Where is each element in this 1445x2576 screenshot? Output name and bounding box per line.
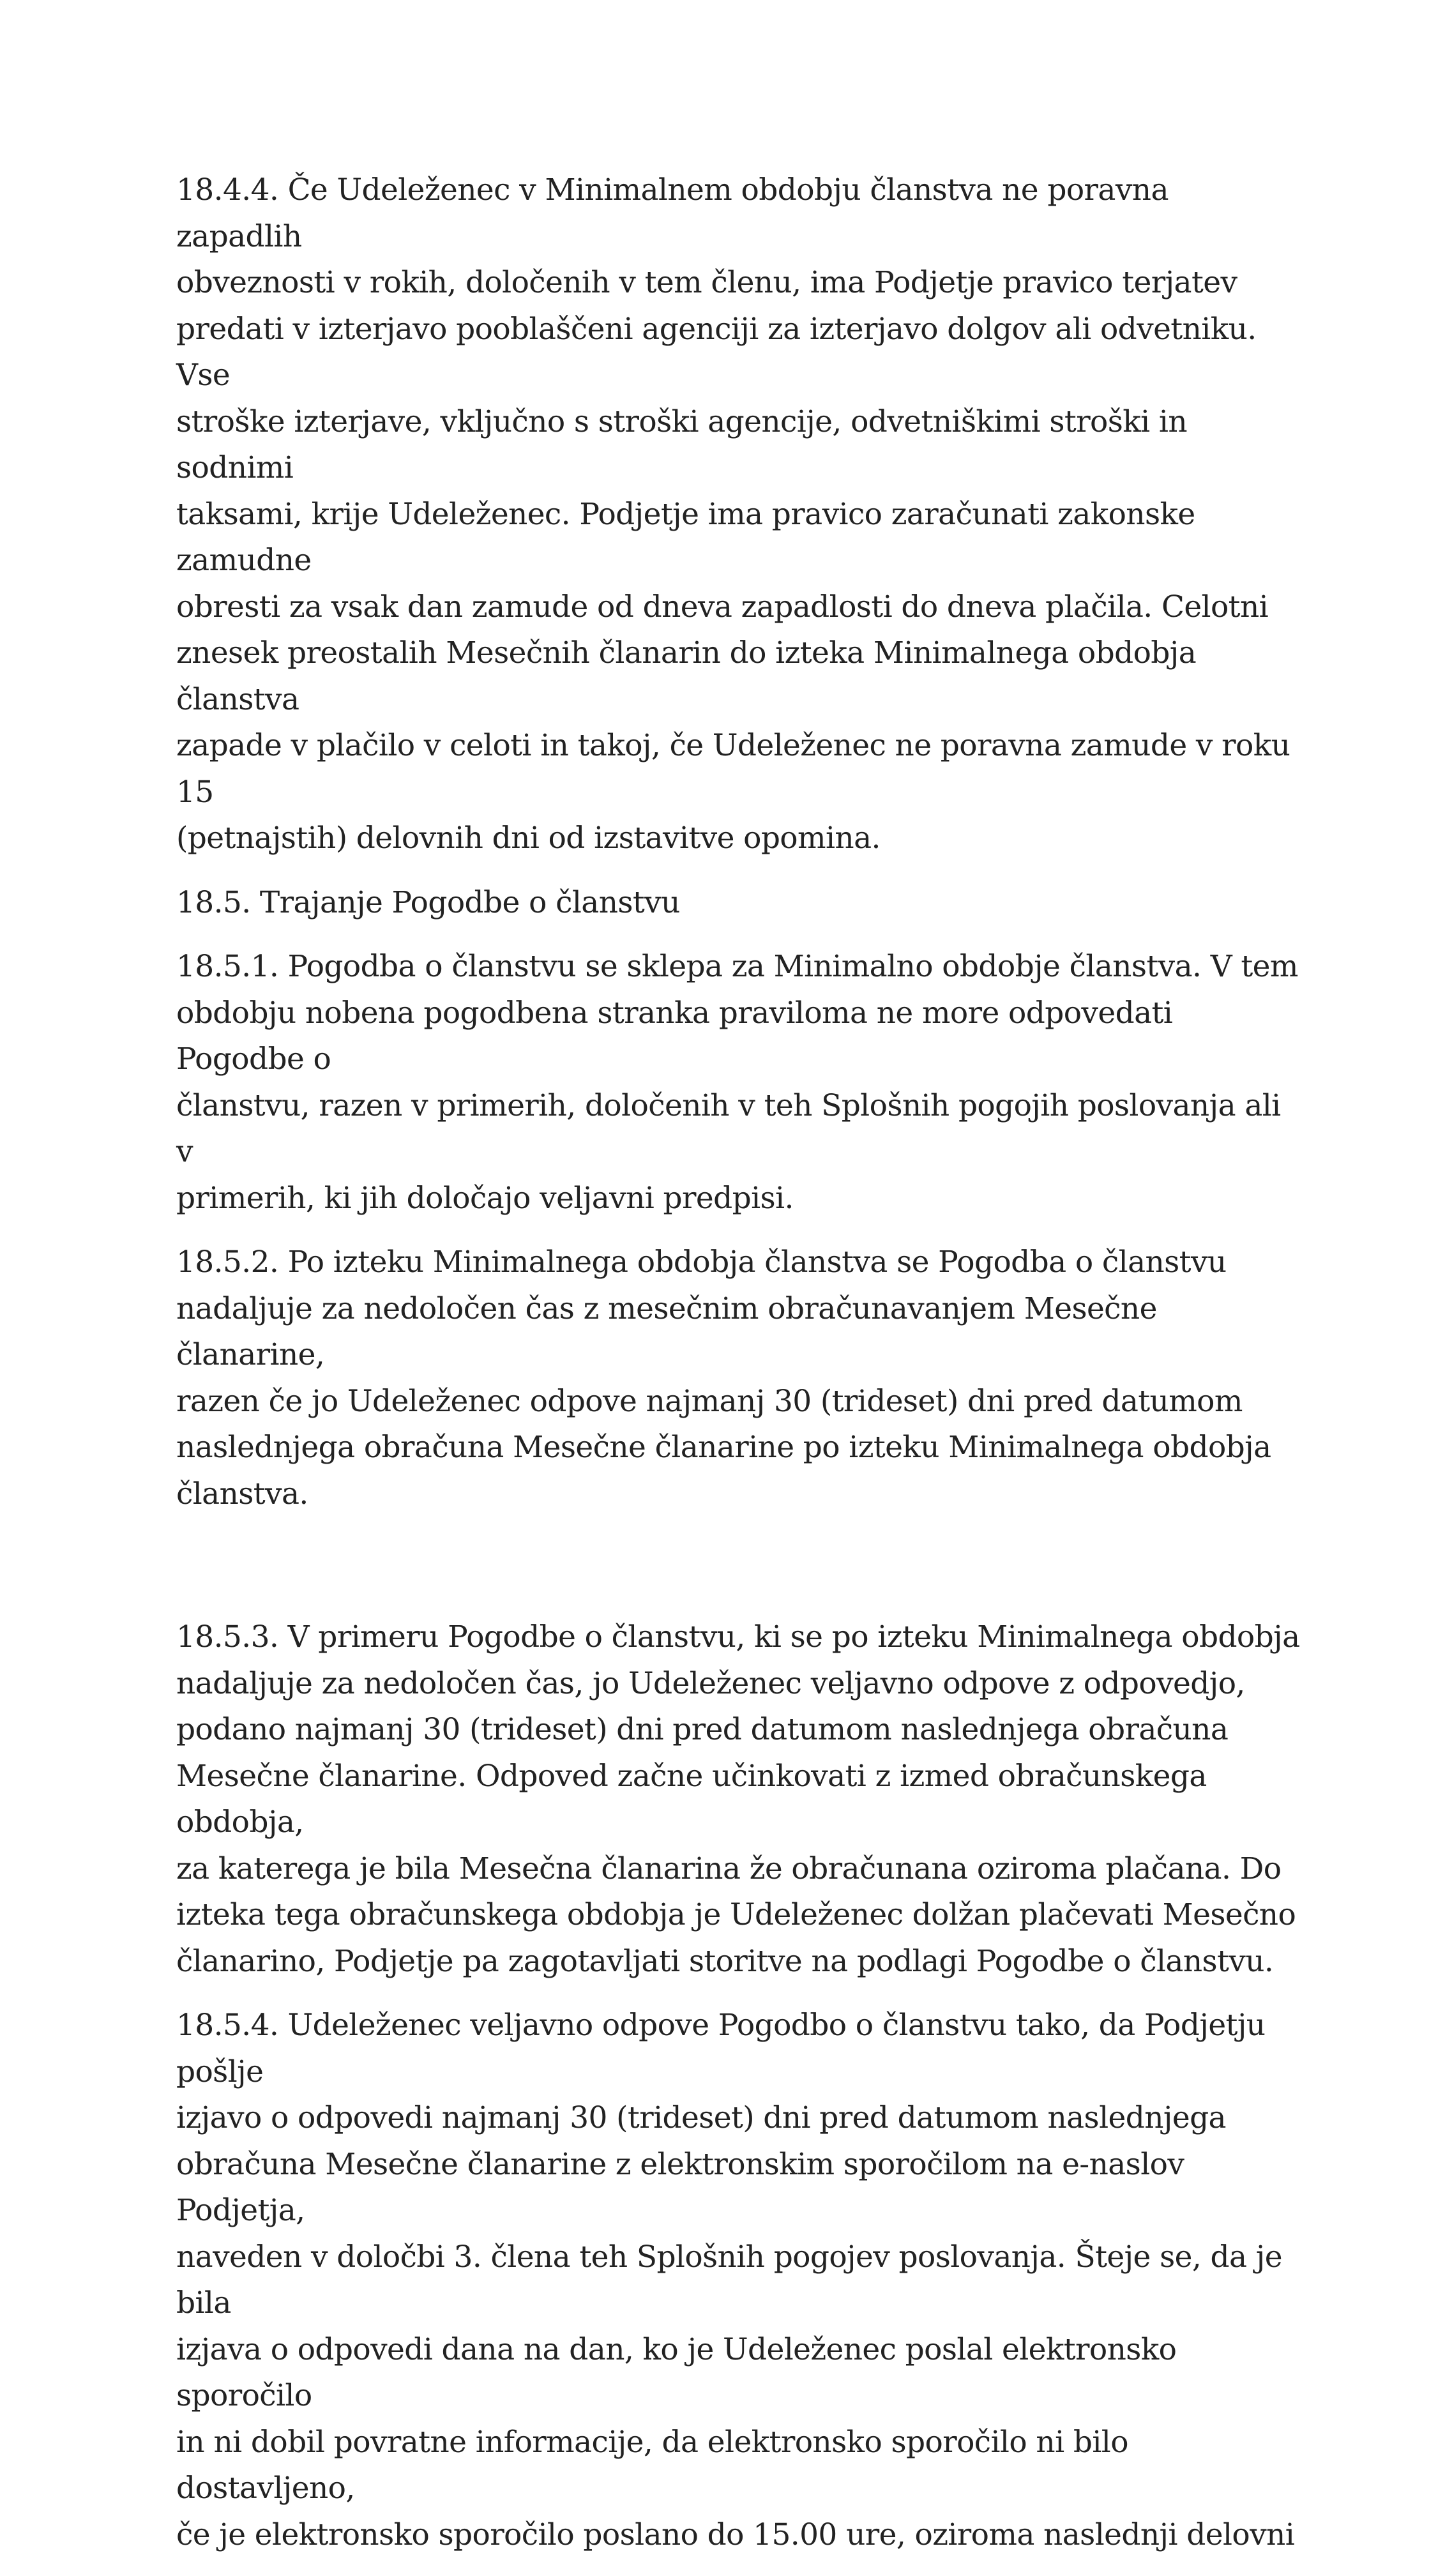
paragraph-18-4-4: 18.4.4. Če Udeleženec v Minimalnem obdobju članstva ne poravna zapadlih obveznosti v rokih, določenih v tem členu, ima Podjetje pravico terjatev predati v izterjavo pooblaščeni agenciji za izterjavo dolgov ali odvetniku. Vse stroške izterjave, vključno s stroški agencije, odvetniškimi stroški in sodnimi taksami, krije Udeleženec. Podjetje ima pravico zaračunati zakonske zamudne obresti za vsak dan zamude od dneva zapadlosti do dneva plačila. Celotni znesek preostalih Mesečnih članarin do izteka Minimalnega obdobja članstva zapade v plačilo v celoti in takoj, če Udeleženec ne poravna zamude v roku 15 (petnajstih) delovnih dni od izstavitve opomina. xyxy=(176,172,1290,856)
document-body xyxy=(176,167,1300,2576)
paragraph-18-5-4: 18.5.4. Udeleženec veljavno odpove Pogodbo o članstvu tako, da Podjetju pošlje izjavo o odpovedi najmanj 30 (trideset) dni pred datumom naslednjega obračuna Mesečne članarine z elektronskim sporočilom na e-naslov Podjetja, naveden v določbi 3. člena teh Splošnih pogojev poslovanja. Šteje se, da je bila izjava o odpovedi dana na dan, ko je Udeleženec poslal elektronsko sporočilo in ni dobil povratne informacije, da elektronsko sporočilo ni bilo dostavljeno, če je elektronsko sporočilo poslano do 15.00 ure, oziroma naslednji delovni xyxy=(176,2008,1295,2552)
paragraph-18-5-2: 18.5.2. Po izteku Minimalnega obdobja članstva se Pogodba o članstvu nadaljuje za nedoločen čas z mesečnim obračunavanjem Mesečne članarine, razen če jo Udeleženec odpove najmanj 30 (trideset) dni pred datumom naslednjega obračuna Mesečne članarine po izteku Minimalnega obdobja članstva. xyxy=(176,1245,1271,1512)
section-heading-18-5: 18.5. Trajanje Pogodbe o članstvu xyxy=(176,884,680,920)
paragraph-18-5-1: 18.5.1. Pogodba o članstvu se sklepa za Minimalno obdobje članstva. V tem obdobju nobena pogodbena stranka praviloma ne more odpovedati Pogodbe o članstvu, razen v primerih, določenih v teh Splošnih pogojih poslovanja ali v primerih, ki jih določajo veljavni predpisi. xyxy=(176,949,1298,1216)
paragraph-18-5-3: 18.5.3. V primeru Pogodbe o članstvu, ki se po izteku Minimalnega obdobja nadaljuje za nedoločen čas, jo Udeleženec veljavno odpove z odpovedjo, podano najmanj 30 (trideset) dni pred datumom naslednjega obračuna Mesečne članarine. Odpoved začne učinkovati z izmed obračunskega obdobja, za katerega je bila Mesečna članarina že obračunana oziroma plačana. Do izteka tega obračunskega obdobja je Udeleženec dolžan plačevati Mesečno članarino, Podjetje pa zagotavljati storitve na podlagi Pogodbe o članstvu. xyxy=(176,1619,1300,1979)
